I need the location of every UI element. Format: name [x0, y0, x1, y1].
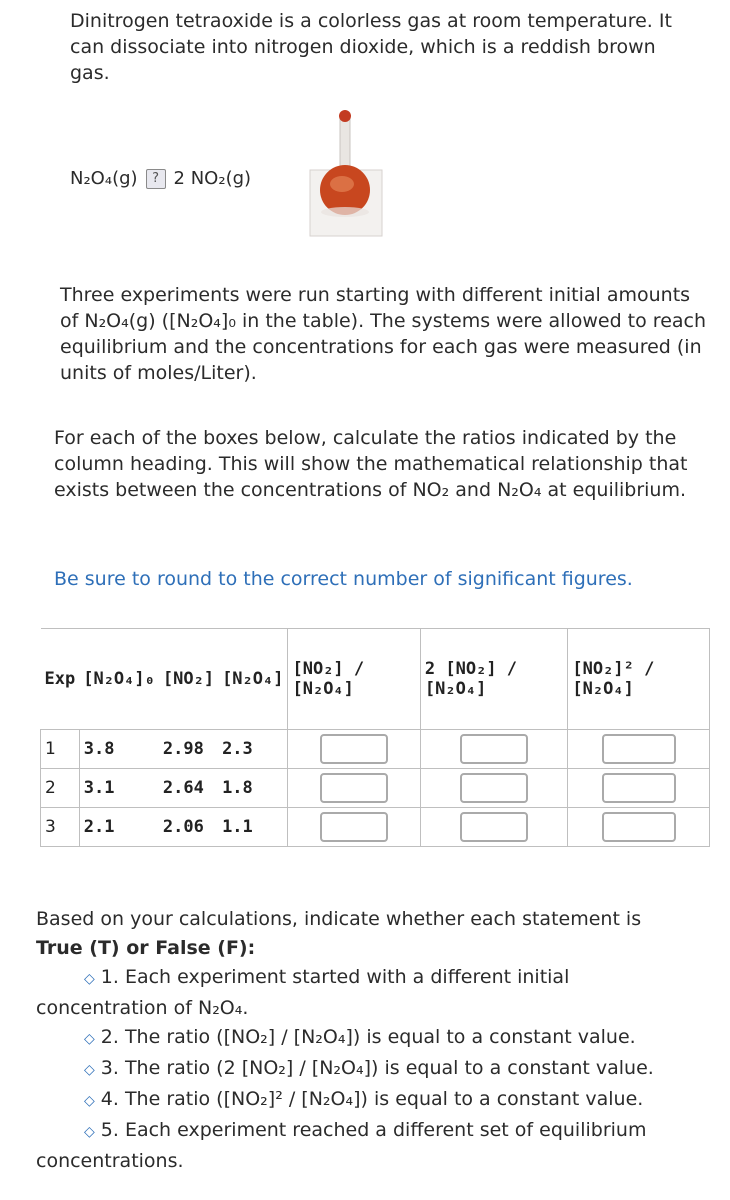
statement-1-continued: concentration of N₂O₄.: [36, 997, 249, 1019]
cell-n2o4: 2.3: [218, 730, 288, 769]
intro-paragraph: Dinitrogen tetraoxide is a colorless gas at room temperature. It can dissociate into nitrogen dioxide, which is a reddish brown gas.: [70, 10, 672, 84]
table-header-row: [41, 629, 710, 730]
header-ratio-2: 2 [NO₂] / [N₂O₄]: [420, 629, 568, 730]
statement-4-select[interactable]: ◇: [84, 1093, 95, 1109]
header-ratio-1: [NO₂] / [N₂O₄]: [288, 629, 420, 730]
ratio3-cell: [568, 808, 710, 847]
table-row: [41, 730, 710, 769]
statement-2-text: 2. The ratio ([NO₂] / [N₂O₄]) is equal to a constant value.: [100, 1026, 636, 1048]
table-row: [41, 808, 710, 847]
ratio1-input[interactable]: [320, 773, 388, 803]
reaction-equation: [70, 168, 251, 189]
header-no2: [NO₂]: [159, 629, 218, 730]
statement-3-text: 3. The ratio (2 [NO₂] / [N₂O₄]) is equal to a constant value.: [100, 1057, 654, 1079]
cell-no2: 2.06: [159, 808, 218, 847]
equilibrium-arrow-icon: ?: [146, 169, 166, 189]
cell-n2o4-initial: 3.8: [79, 730, 159, 769]
ratio1-cell: [288, 769, 420, 808]
ratio3-input[interactable]: [602, 773, 676, 803]
ratio1-input[interactable]: [320, 812, 388, 842]
statement-3-select[interactable]: ◇: [84, 1062, 95, 1078]
data-table: [40, 628, 710, 847]
ratio3-cell: [568, 730, 710, 769]
ratio2-cell: [420, 808, 568, 847]
ratio3-cell: [568, 769, 710, 808]
statement-5-select[interactable]: ◇: [84, 1124, 95, 1140]
statement-1: [84, 963, 706, 994]
cell-exp: 3: [41, 808, 80, 847]
cell-n2o4: 1.8: [218, 769, 288, 808]
statement-1-text: 1. Each experiment started with a different initial: [100, 966, 570, 988]
ratio2-cell: [420, 769, 568, 808]
table-row: [41, 769, 710, 808]
cell-no2: 2.64: [159, 769, 218, 808]
cell-no2: 2.98: [159, 730, 218, 769]
reactant-text: N₂O₄(g): [70, 168, 138, 189]
tf-prompt-bold: True (T) or False (F):: [36, 937, 256, 959]
statement-5-continued: concentrations.: [36, 1150, 184, 1172]
ratio2-input[interactable]: [460, 773, 528, 803]
ratio3-input[interactable]: [602, 734, 676, 764]
statement-3: [84, 1054, 706, 1085]
statement-2: [84, 1023, 706, 1054]
instructions-paragraph: For each of the boxes below, calculate the ratios indicated by the column heading. This will show the mathematical relationship that exists between the concentrations of NO₂ and N₂O₄ at equilibrium.: [54, 427, 688, 501]
statement-1-select[interactable]: ◇: [84, 971, 95, 987]
ratio2-cell: [420, 730, 568, 769]
statement-4: [84, 1085, 706, 1116]
ratio2-input[interactable]: [460, 812, 528, 842]
header-n2o4-initial: [N₂O₄]₀: [79, 629, 159, 730]
header-ratio-3: [NO₂]² / [N₂O₄]: [568, 629, 710, 730]
header-exp: Exp: [41, 629, 80, 730]
ratio1-cell: [288, 808, 420, 847]
tf-prompt: Based on your calculations, indicate whether each statement is: [36, 908, 642, 930]
ratio3-input[interactable]: [602, 812, 676, 842]
sigfig-note: Be sure to round to the correct number of significant figures.: [54, 568, 633, 590]
ratio2-input[interactable]: [460, 734, 528, 764]
ratio1-cell: [288, 730, 420, 769]
header-n2o4: [N₂O₄]: [218, 629, 288, 730]
cell-exp: 1: [41, 730, 80, 769]
experiment-description: Three experiments were run starting with different initial amounts of N₂O₄(g) ([N₂O₄]₀ in the table). The systems were allowed to reach equilibrium and the concentrations for each gas were measured (in units of moles/Liter).: [60, 284, 707, 384]
cell-n2o4-initial: 2.1: [79, 808, 159, 847]
statement-2-select[interactable]: ◇: [84, 1031, 95, 1047]
flask-image: [300, 110, 392, 238]
statement-5: [84, 1116, 706, 1147]
cell-n2o4: 1.1: [218, 808, 288, 847]
statement-4-text: 4. The ratio ([NO₂]² / [N₂O₄]) is equal to a constant value.: [100, 1088, 644, 1110]
ratio1-input[interactable]: [320, 734, 388, 764]
cell-exp: 2: [41, 769, 80, 808]
statement-5-text: 5. Each experiment reached a different set of equilibrium: [100, 1119, 647, 1141]
product-text: 2 NO₂(g): [173, 168, 252, 189]
true-false-section: [36, 905, 706, 1176]
cell-n2o4-initial: 3.1: [79, 769, 159, 808]
